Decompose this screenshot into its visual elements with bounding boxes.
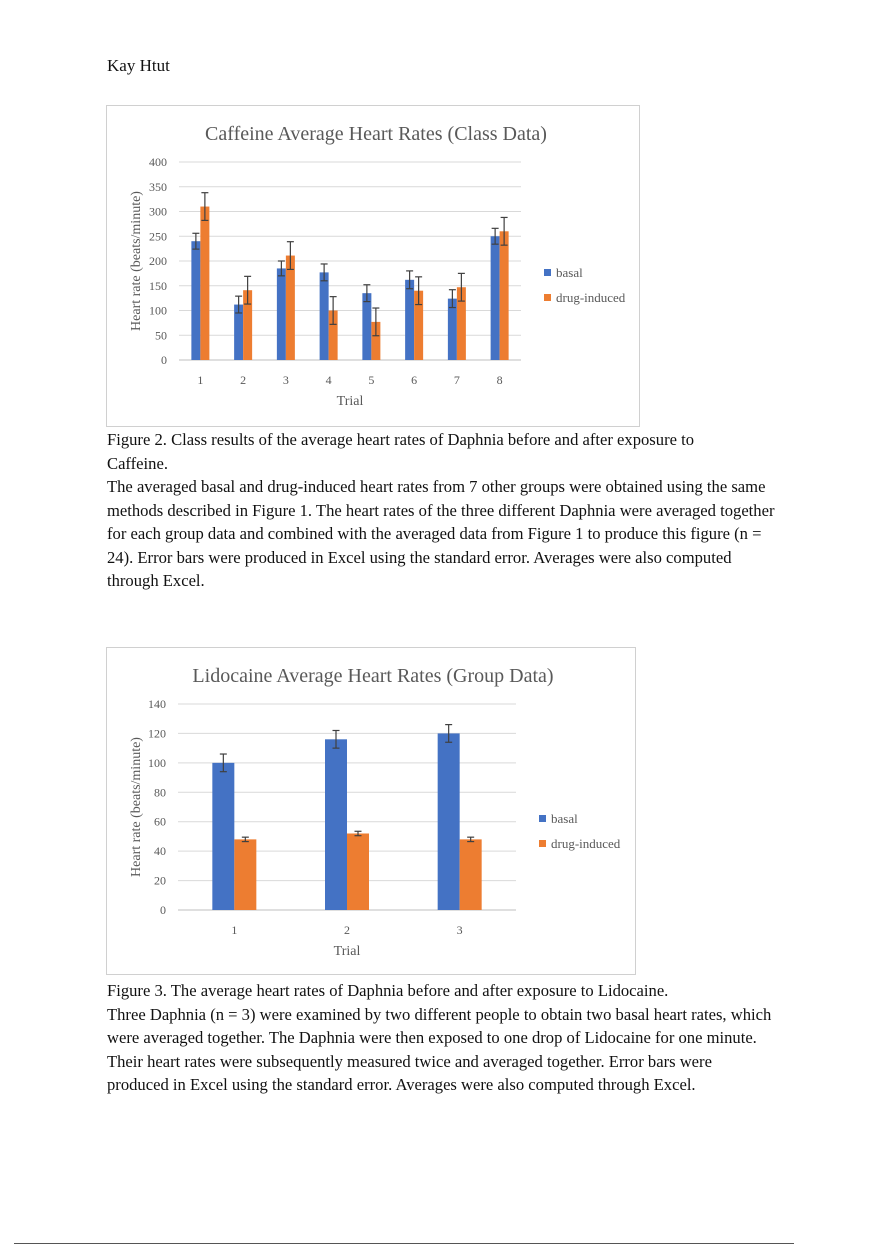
x-tick-label: 2 [344,923,350,937]
x-axis-title: Trial [333,944,361,959]
figure-3-caption-title: Figure 3. The average heart rates of Daphnia before and after exposure to Lidocaine. [107,981,669,1000]
bar-basal-4 [320,272,329,360]
x-tick-label: 3 [282,373,289,387]
y-tick-label: 50 [155,328,167,343]
bar-drug-induced-3 [286,256,295,360]
y-tick-label: 140 [148,697,166,711]
y-tick-label: 0 [160,903,166,917]
x-tick-label: 5 [368,373,375,387]
x-axis-title: Trial [336,394,364,409]
y-tick-label: 400 [149,155,167,169]
bar-basal-3 [277,268,286,360]
lidocaine-chart [106,647,636,975]
bar-basal-6 [405,280,414,360]
y-tick-label: 150 [149,278,167,293]
x-tick-label: 7 [453,373,460,387]
chart-title: Lidocaine Average Heart Rates (Group Data) [192,665,554,687]
lidocaine-chart-svg [107,648,635,974]
figure-2-caption [107,428,775,593]
x-tick-label: 2 [240,373,247,387]
x-tick-label: 3 [456,923,463,937]
author-name: Kay Htut [107,56,170,75]
x-tick-label: 4 [325,373,332,387]
bar-drug-induced-1 [234,839,256,910]
y-tick-label: 60 [154,814,166,829]
legend-swatch-drug-induced [544,294,551,301]
y-tick-label: 80 [154,785,166,800]
x-tick-label: 8 [496,373,503,387]
figure-2-caption-body: The averaged basal and drug-induced heart rates from 7 other groups were obtained using the same methods described in Figure 1. The heart rates of the three different Daphnia were averaged together for each group data and combined with the averaged data from Figure 1 to produce this figure (n = 24). Error bars were produced in Excel using the standard error. Averages were also computed through Excel. [107,477,775,590]
bar-drug-induced-1 [200,207,209,360]
x-tick-label: 6 [411,373,418,387]
x-tick-label: 1 [231,923,238,937]
legend-swatch-basal [544,269,551,276]
bar-drug-induced-3 [460,839,482,910]
caffeine-chart [106,105,640,427]
y-tick-label: 350 [149,179,167,194]
bar-basal-3 [438,733,460,910]
figure-3-caption [107,979,775,1097]
y-tick-label: 200 [149,254,167,268]
legend-label-basal: basal [551,811,578,826]
y-tick-label: 300 [149,204,167,219]
y-tick-label: 100 [149,303,167,318]
y-tick-label: 40 [154,844,166,859]
bar-basal-5 [362,293,371,360]
bar-drug-induced-2 [347,833,369,910]
y-tick-label: 250 [149,229,167,244]
chart-title: Caffeine Average Heart Rates (Class Data) [205,123,547,145]
y-tick-label: 0 [161,353,167,367]
figure-2-caption-title: Figure 2. Class results of the average heart rates of Daphnia before and after exposure to Caffeine. [107,430,695,473]
caffeine-chart-svg [107,106,639,426]
bar-basal-1 [191,241,200,360]
y-tick-label: 120 [148,726,166,741]
bar-basal-8 [491,236,500,360]
legend-swatch-drug-induced [539,840,546,847]
figure-3-caption-body: Three Daphnia (n = 3) were examined by two different people to obtain two basal heart rates, which were averaged together. The Daphnia were then exposed to one drop of Lidocaine for one minute. Their heart rates were subsequently measured twice and averaged together. Error bars were produced in Excel using the standard error. Averages were also computed through Excel. [107,1004,772,1094]
y-axis-title: Heart rate (beats/minute) [129,737,144,877]
legend-swatch-basal [539,815,546,822]
bar-basal-1 [212,763,234,910]
bar-basal-2 [325,739,347,910]
y-tick-label: 20 [154,873,166,888]
legend-label-basal: basal [556,265,583,280]
legend-label-drug-induced: drug-induced [556,290,626,305]
bar-drug-induced-8 [500,231,509,360]
y-axis-title: Heart rate (beats/minute) [129,191,144,331]
x-tick-label: 1 [197,373,204,387]
y-tick-label: 100 [148,755,166,770]
bottom-rule [14,1243,794,1244]
legend-label-drug-induced: drug-induced [551,836,621,851]
